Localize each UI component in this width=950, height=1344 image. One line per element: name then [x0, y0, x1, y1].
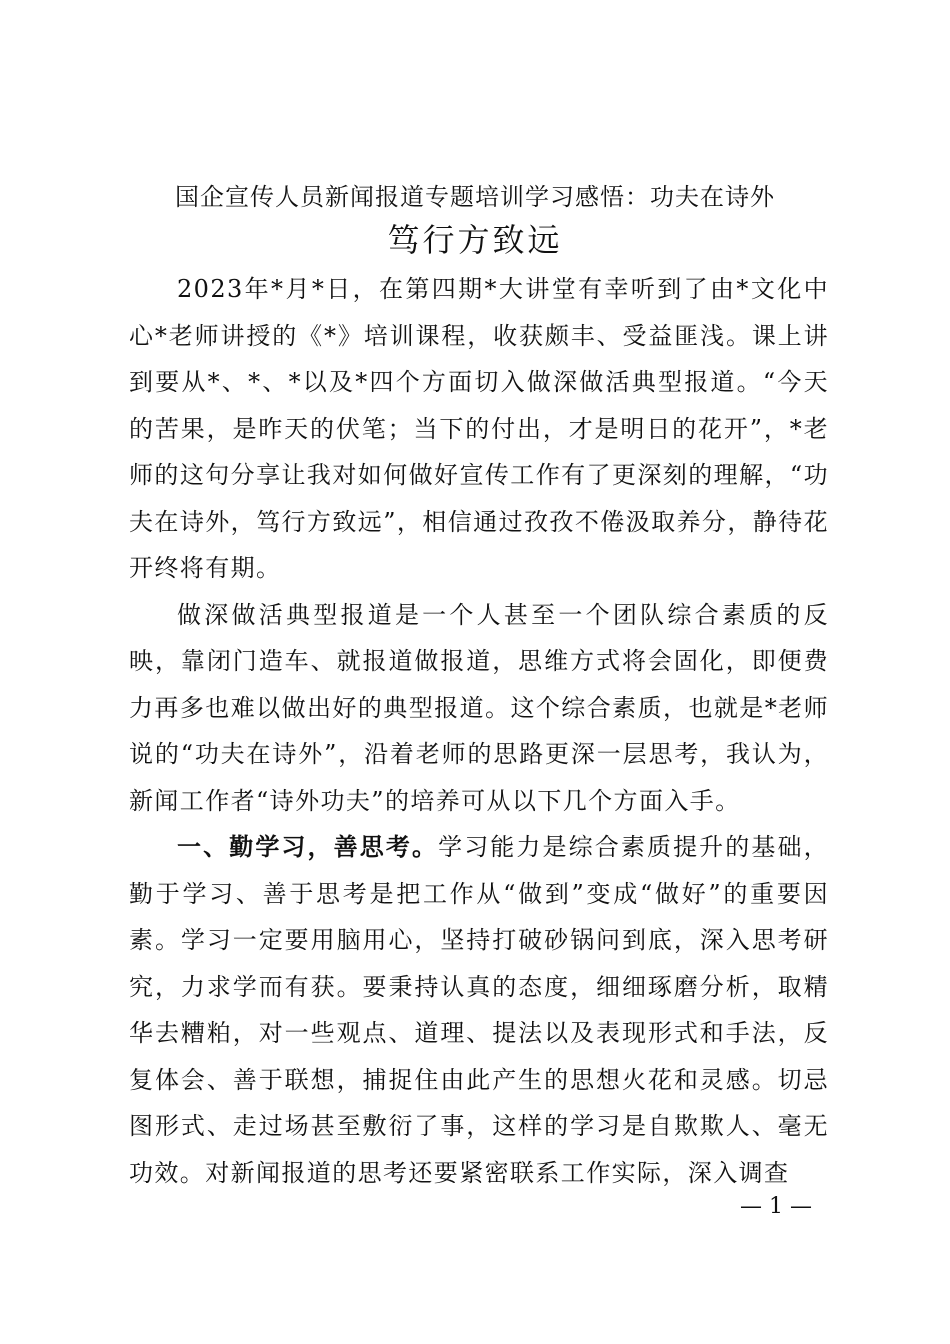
section-heading-1: 一、勤学习，善思考。 — [177, 832, 439, 861]
paragraph-3 — [129, 824, 829, 1196]
paragraph-2-text: 做深做活典型报道是一个人甚至一个团队综合素质的反映，靠闭门造车、就报道做报道，思维方式将会固化，即便费力再多也难以做出好的典型报道。这个综合素质，也就是*老师说的“功夫在诗外”，沿着老师的思路更深一层思考，我认为，新闻工作者“诗外功夫”的培养可从以下几个方面入手。 — [129, 600, 829, 815]
page-number: — 1 — — [740, 1194, 812, 1219]
paragraph-2 — [129, 592, 829, 825]
paragraph-3-text: 学习能力是综合素质提升的基础，勤于学习、善于思考是把工作从“做到”变成“做好”的重要因素。学习一定要用脑用心，坚持打破砂锅问到底，深入思考研究，力求学而有获。要秉持认真的态度，细细琢磨分析，取精华去糟粕，对一些观点、道理、提法以及表现形式和手法，反复体会、善于联想，捕捉住由此产生的思想火花和灵感。切忌图形式、走过场甚至敷衍了事，这样的学习是自欺欺人、毫无功效。对新闻报道的思考还要紧密联系工作实际，深入调查 — [129, 833, 830, 1187]
document-body — [129, 266, 829, 1196]
paragraph-1 — [129, 266, 829, 592]
document-subtitle: 笃行方致远 — [387, 221, 563, 259]
document-title: 国企宣传人员新闻报道专题培训学习感悟：功夫在诗外 — [175, 183, 775, 211]
paragraph-1-text: 2023年*月*日，在第四期*大讲堂有幸听到了由*文化中心*老师讲授的《*》培训课程，收获颇丰、受益匪浅。课上讲到要从*、*、*以及*四个方面切入做深做活典型报道。“今天的苦果，是昨天的伏笔；当下的付出，才是明日的花开”，*老师的这句分享让我对如何做好宣传工作有了更深刻的理解，“功夫在诗外，笃行方致远”，相信通过孜孜不倦汲取养分，静待花开终将有期。 — [129, 275, 829, 582]
